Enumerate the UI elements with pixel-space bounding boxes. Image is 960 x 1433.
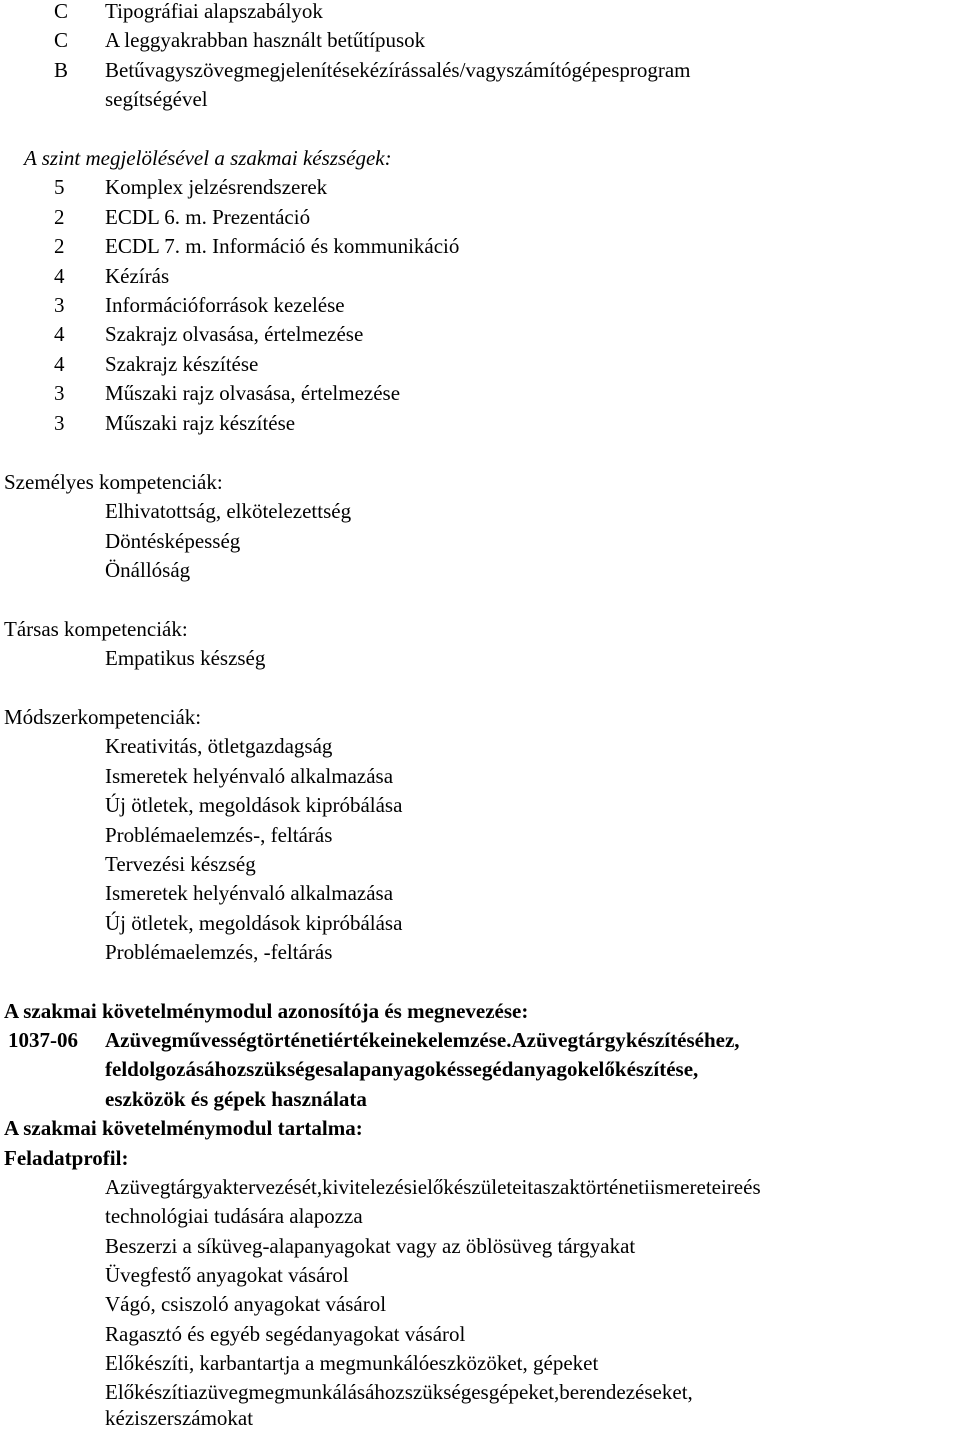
profile-text: kéziszerszámokat bbox=[105, 1406, 254, 1430]
competence-text: Önállóság bbox=[105, 558, 191, 582]
profile-text: Beszerzi a síküveg-alapanyagokat vagy az öblösüveg tárgyakat bbox=[105, 1234, 636, 1258]
competence-text: Problémaelemzés, -feltárás bbox=[105, 940, 333, 964]
profile-text: Vágó, csiszoló anyagokat vásárol bbox=[105, 1292, 387, 1316]
competence-text: Döntésképesség bbox=[105, 529, 241, 553]
skill-text: ECDL 6. m. Prezentáció bbox=[105, 205, 311, 229]
competence-text: Kreativitás, ötletgazdagság bbox=[105, 734, 333, 758]
skill-text: Műszaki rajz készítése bbox=[105, 411, 296, 435]
skill-text: Szakrajz készítése bbox=[105, 352, 259, 376]
skills-heading: A szint megjelölésével a szakmai készségek: bbox=[24, 146, 392, 170]
skill-text: Komplex jelzésrendszerek bbox=[105, 175, 328, 199]
skill-text: Műszaki rajz olvasása, értelmezése bbox=[105, 381, 401, 405]
profile-heading: Feladatprofil: bbox=[4, 1146, 129, 1170]
skill-text: Információforrások kezelése bbox=[105, 293, 345, 317]
skill-level: 2 bbox=[54, 234, 65, 258]
competence-text: Új ötletek, megoldások kipróbálása bbox=[105, 911, 403, 935]
skill-level: 3 bbox=[54, 411, 65, 435]
skill-level: 4 bbox=[54, 352, 65, 376]
module-id: 1037-06 bbox=[8, 1028, 78, 1052]
competence-text: Ismeretek helyénvaló alkalmazása bbox=[105, 764, 394, 788]
item-text: Tipográfiai alapszabályok bbox=[105, 0, 323, 23]
item-code: B bbox=[54, 58, 69, 82]
skill-level: 4 bbox=[54, 264, 65, 288]
skill-text: Szakrajz olvasása, értelmezése bbox=[105, 322, 364, 346]
item-code: C bbox=[54, 28, 69, 52]
method-heading: Módszerkompetenciák: bbox=[4, 705, 202, 729]
item-code: C bbox=[54, 0, 69, 23]
social-heading: Társas kompetenciák: bbox=[4, 617, 188, 641]
competence-text: Empatikus készség bbox=[105, 646, 266, 670]
competence-text: Elhivatottság, elkötelezettség bbox=[105, 499, 352, 523]
skill-level: 3 bbox=[54, 381, 65, 405]
item-text: segítségével bbox=[105, 87, 208, 111]
item-text: A leggyakrabban használt betűtípusok bbox=[105, 28, 426, 52]
profile-text: Előkészíti, karbantartja a megmunkálóeszközöket, gépeket bbox=[105, 1351, 599, 1375]
profile-text: Ragasztó és egyéb segédanyagokat vásárol bbox=[105, 1322, 466, 1346]
profile-text: Üvegfestő anyagokat vásárol bbox=[105, 1263, 349, 1287]
skill-text: Kézírás bbox=[105, 264, 170, 288]
competence-text: Tervezési készség bbox=[105, 852, 256, 876]
skill-level: 3 bbox=[54, 293, 65, 317]
skill-level: 5 bbox=[54, 175, 65, 199]
content-heading: A szakmai követelménymodul tartalma: bbox=[4, 1116, 363, 1140]
module-title-text: eszközök és gépek használata bbox=[105, 1087, 367, 1111]
profile-text: technológiai tudására alapozza bbox=[105, 1204, 363, 1228]
document-page: C Tipográfiai alapszabályok C A leggyakrabban használt betűtípusok B Betű vagy szöveg megjelenítése kézírással és/vagy számítógépes program segítségével A szint megjelölésével a szakmai készségek: 5 Komplex jelzésrendszerek 2 ECDL 6. m. Prezentáció 2 ECDL 7. m. Információ és kommunikáció 4 Kézírás 3 Információforrások kezelése 4 Szakrajz olvasása, értelmezése 4 Szakrajz készítése 3 Műszaki rajz olvasása, értelmezése 3 Műszaki rajz készítése Személyes kompetenciák: Elhivatottság, elkötelezettség Döntésképesség Önállóság Társas kompetenciák: Empatikus készség Módszerkompetenciák: Kreativitás, ötletgazdagság Ismeretek helyénvaló alkalmazása Új ötletek, megoldások kipróbálása Problémaelemzés-, feltárás Tervezési készség Ismeretek helyénvaló alkalmazása Új ötletek, megoldások kipróbálása Problémaelemzés, -feltárás A szakmai követelménymodul azonosítója és megnevezése: 1037-06 Az üvegművesség történeti értékeinek elemzése. Az üvegtárgy készítéséhez, feldolgozásához szükséges alapanyagok és segédanyagok előkészítése, eszközök és gépek használata A szakmai követelménymodul tartalma: Feladatprofil: Az üvegtárgyak tervezését, kivitelezési előkészületeit a szaktörténeti ismereteire és technológiai tudására alapozza Beszerzi a síküveg-alapanyagokat vagy az öblösüveg tárgyakat Üvegfestő anyagokat vásárol Vágó, csiszoló anyagokat vásárol Ragasztó és egyéb segédanyagokat vásárol Előkészíti, karbantartja a megmunkálóeszközöket, gépeket Előkészíti az üveg megmunkálásához szükséges gépeket, berendezéseket, kéziszerszámokat bbox=[0, 0, 960, 1430]
module-heading: A szakmai követelménymodul azonosítója és megnevezése: bbox=[4, 999, 529, 1023]
personal-heading: Személyes kompetenciák: bbox=[4, 470, 223, 494]
skill-level: 4 bbox=[54, 322, 65, 346]
skill-text: ECDL 7. m. Információ és kommunikáció bbox=[105, 234, 460, 258]
competence-text: Ismeretek helyénvaló alkalmazása bbox=[105, 881, 394, 905]
skill-level: 2 bbox=[54, 205, 65, 229]
competence-text: Új ötletek, megoldások kipróbálása bbox=[105, 793, 403, 817]
competence-text: Problémaelemzés-, feltárás bbox=[105, 823, 333, 847]
